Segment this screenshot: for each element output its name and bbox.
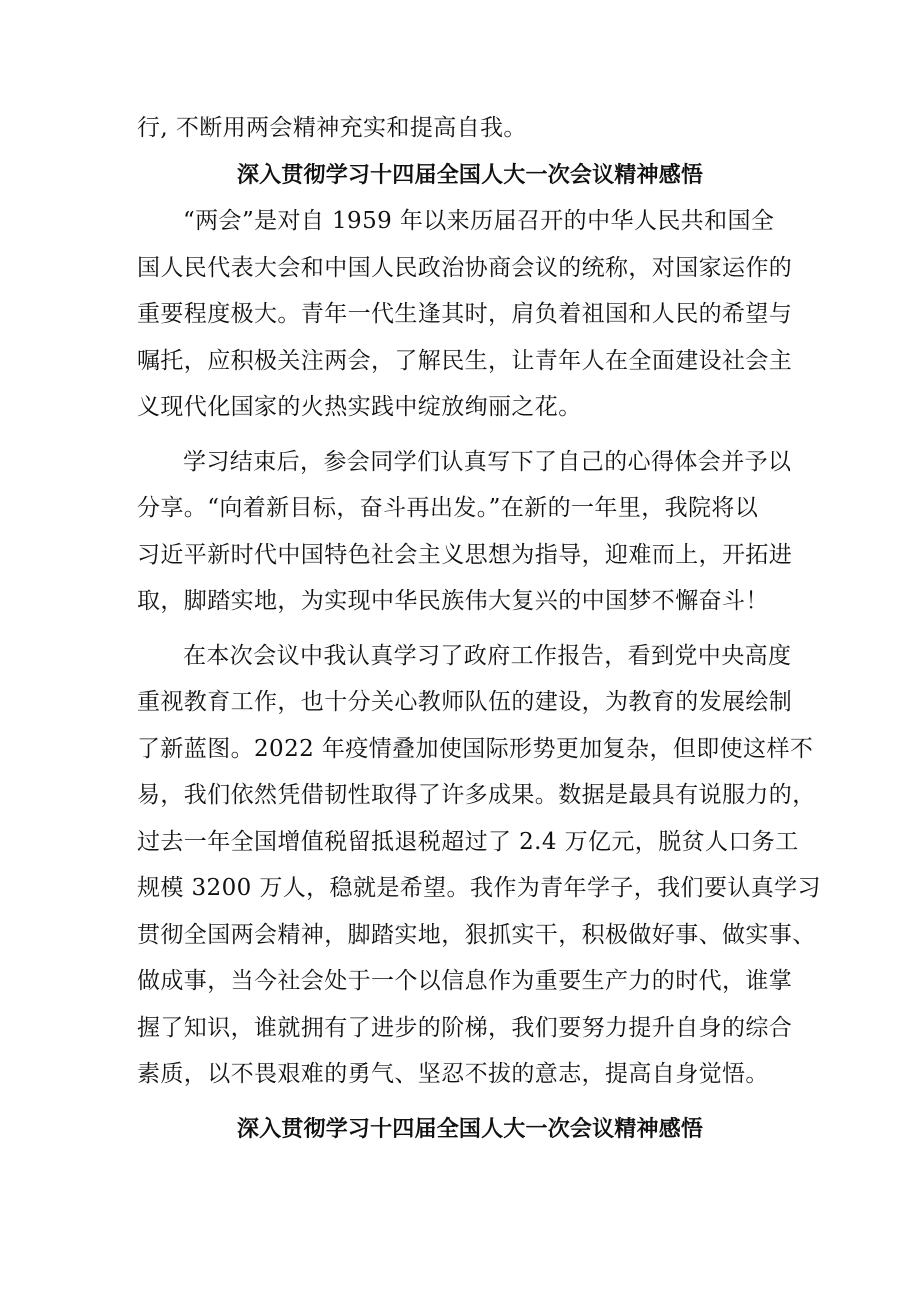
paragraph-line: 重视教育工作，也十分关心教师队伍的建设，为教育的发展绘制 bbox=[137, 689, 793, 715]
paragraph-line: 分享。“向着新目标，奋斗再出发。”在新的一年里，我院将以 bbox=[137, 495, 759, 521]
paragraph-line: 国人民代表大会和中国人民政治协商会议的统称，对国家运作的 bbox=[137, 254, 793, 281]
document-page bbox=[137, 105, 821, 1152]
paragraph-line: 易，我们依然凭借韧性取得了许多成果。数据是最具有说服力的， bbox=[137, 782, 816, 808]
section-heading: 深入贯彻学习十四届全国人大一次会议精神感悟 bbox=[236, 1115, 704, 1142]
paragraph-line: 握了知识，谁就拥有了进步的阶梯，我们要努力提升自身的综合 bbox=[137, 1014, 793, 1041]
paragraph-line: 规模 3200 万人，稳就是希望。我作为青年学子，我们要认真学习 bbox=[137, 875, 821, 901]
section-heading: 深入贯彻学习十四届全国人大一次会议精神感悟 bbox=[236, 161, 704, 188]
paragraph-line: 贯彻全国两会精神，脚踏实地，狠抓实干，积极做好事、做实事、 bbox=[137, 921, 816, 948]
paragraph-tail: 行, 不断用两会精神充实和提高自我。 bbox=[137, 115, 527, 141]
paragraph-line: 学习结束后，参会同学们认真写下了自己的心得体会并予以 bbox=[183, 448, 792, 475]
paragraph-line: “两会”是对自 1959 年以来历届召开的中华人民共和国全 bbox=[183, 208, 775, 234]
paragraph-3 bbox=[137, 633, 821, 1098]
paragraph-line: 义现代化国家的火热实践中绽放绚丽之花。 bbox=[137, 394, 582, 420]
paragraph-line: 习近平新时代中国特色社会主义思想为指导，迎难而上，开拓进 bbox=[137, 541, 793, 568]
paragraph-line: 嘱托，应积极关注两会，了解民生，让青年人在全面建设社会主 bbox=[137, 347, 793, 374]
paragraph-line: 在本次会议中我认真学习了政府工作报告，看到党中央高度 bbox=[183, 642, 792, 669]
paragraph-line: 了新蓝图。2022 年疫情叠加使国际形势更加复杂，但即使这样不 bbox=[137, 735, 814, 762]
paragraph-line: 过去一年全国增值税留抵退税超过了 2.4 万亿元，脱贫人口务工 bbox=[137, 828, 799, 855]
paragraph-2 bbox=[137, 439, 803, 625]
paragraph-1 bbox=[137, 198, 803, 431]
paragraph-line: 素质，以不畏艰难的勇气、坚忍不拔的意志，提高自身觉悟。 bbox=[137, 1061, 769, 1087]
paragraph-line: 重要程度极大。青年一代生逢其时，肩负着祖国和人民的希望与 bbox=[137, 301, 793, 327]
paragraph-line: 做成事，当今社会处于一个以信息作为重要生产力的时代，谁掌 bbox=[137, 968, 793, 994]
paragraph-line: 取，脚踏实地，为实现中华民族伟大复兴的中国梦不懈奋斗！ bbox=[137, 588, 769, 614]
